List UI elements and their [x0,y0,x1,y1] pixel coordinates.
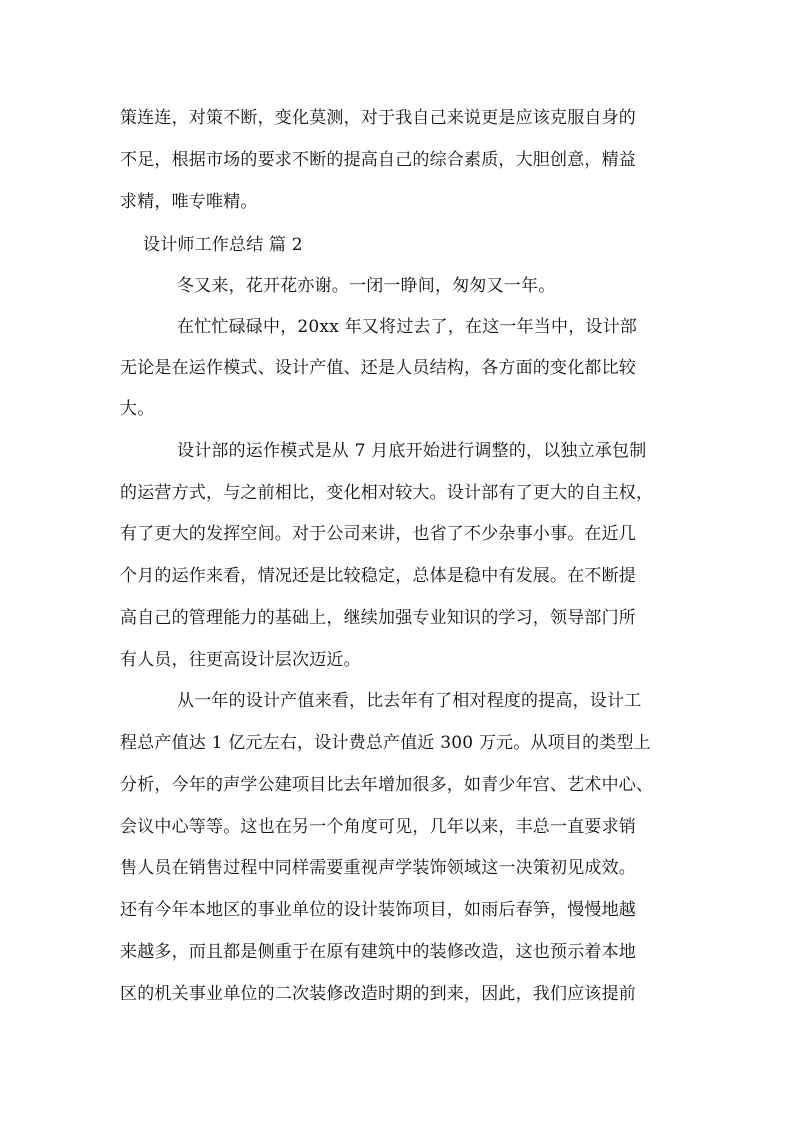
paragraph-line: 求精，唯专唯精。 [120,192,258,212]
paragraph-line: 在忙忙碌碌中，20xx 年又将过去了，在这一年当中，设计部 [177,317,638,337]
paragraph-line: 策连连，对策不断，变化莫测，对于我自己来说更是应该克服自身的 [120,108,636,128]
paragraph-line: 有了更大的发挥空间。对于公司来讲，也省了不少杂事小事。在近几 [120,524,636,544]
paragraph-line: 来越多，而且都是侧重于在原有建筑中的装修改造，这也预示着本地 [120,942,636,962]
paragraph-line: 无论是在运作模式、设计产值、还是人员结构，各方面的变化都比较 [120,358,636,378]
paragraph-line: 不足，根据市场的要求不断的提高自己的综合素质，大胆创意，精益 [120,150,636,170]
paragraph-line: 从一年的设计产值来看，比去年有了相对程度的提高，设计工 [177,691,642,711]
paragraph-line: 程总产值达 1 亿元左右，设计费总产值近 300 万元。从项目的类型上 [120,733,651,753]
paragraph-line: 还有今年本地区的事业单位的设计装饰项目，如雨后春笋，慢慢地越 [120,900,636,920]
paragraph-line: 会议中心等等。这也在另一个角度可见，几年以来，丰总一直要求销 [120,817,636,837]
paragraph-line: 高自己的管理能力的基础上，继续加强专业知识的学习，领导部门所 [120,608,636,628]
paragraph-line: 有人员，往更高设计层次迈近。 [120,650,361,670]
paragraph-line: 售人员在销售过程中同样需要重视声学装饰领域这一决策初见成效。 [120,858,636,878]
paragraph-line: 设计部的运作模式是从 7 月底开始进行调整的，以独立承包制 [177,441,647,461]
section-heading: 设计师工作总结 篇 2 [143,235,303,255]
paragraph-line: 分析，今年的声学公建项目比去年增加很多，如青少年宫、艺术中心、 [120,775,654,795]
paragraph-line: 区的机关事业单位的二次装修改造时期的到来，因此，我们应该提前 [120,984,636,1004]
paragraph-line: 个月的运作来看，情况还是比较稳定，总体是稳中有发展。在不断提 [120,566,636,586]
paragraph-line: 大。 [120,399,155,419]
paragraph-line: 的运营方式，与之前相比，变化相对较大。设计部有了更大的自主权， [120,483,654,503]
paragraph-line: 冬又来，花开花亦谢。一闭一睁间，匆匆又一年。 [177,276,556,296]
